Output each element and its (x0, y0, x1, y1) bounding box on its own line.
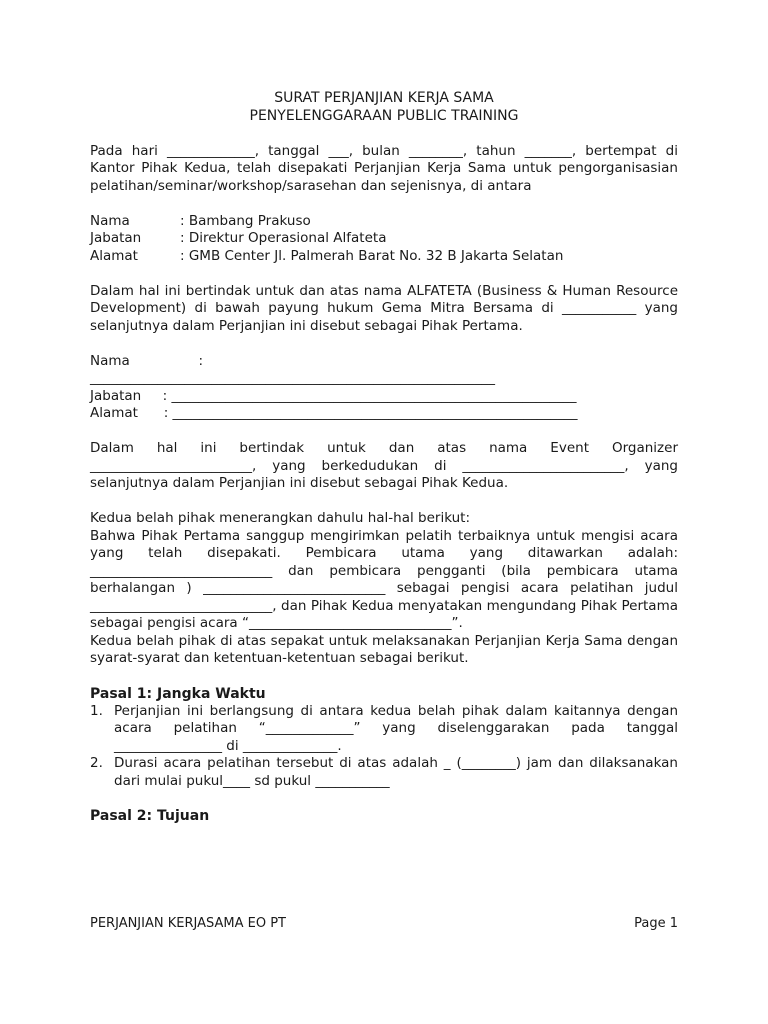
list-number: 2. (90, 755, 103, 771)
party2-alamat: Alamat : ____________________________________________________________ (90, 405, 578, 421)
pasal1-list (90, 703, 678, 791)
party1-field (90, 230, 678, 248)
party1-field (90, 248, 678, 266)
document-subtitle: PENYELENGGARAAN PUBLIC TRAINING (249, 107, 519, 124)
document-page (90, 90, 678, 825)
party1-fields (90, 213, 678, 266)
footer-title: PERJANJIAN KERJASAMA EO PT (90, 916, 286, 931)
party2-statement: Dalam hal ini bertindak untuk dan atas nama Event Organizer ________________________, yang berkedudukan di ________________________, yang selanjutnya dalam Perjanjian ini disebut sebagai Pihak Kedua. (90, 440, 678, 491)
field-label: Alamat (90, 247, 138, 264)
list-item (90, 755, 678, 790)
pasal2-heading: Pasal 2: Tujuan (90, 808, 210, 824)
pasal1-heading: Pasal 1: Jangka Waktu (90, 685, 266, 702)
list-item (90, 703, 678, 756)
field-label: Nama (90, 212, 130, 229)
document-title: SURAT PERJANJIAN KERJA SAMA (274, 90, 494, 106)
agreement-paragraph: Kedua belah pihak di atas sepakat untuk melaksanakan Perjanjian Kerja Sama dengan syarat-syarat dan ketentuan-ketentuan sebagai berikut. (90, 632, 678, 666)
page-number: Page 1 (634, 916, 678, 931)
party2-nama-blank: ____________________________________________________________ (90, 370, 495, 386)
party2-jabatan: Jabatan : ____________________________________________________________ (90, 387, 577, 404)
list-text: Durasi acara pelatihan tersebut di atas adalah _ (________) jam dan dilaksanakan dari mulai pukul____ sd pukul ___________ (114, 755, 678, 789)
party1-statement: Dalam hal ini bertindak untuk dan atas nama ALFATETA (Business & Human Resource Development) di bawah payung hukum Gema Mitra Bersama di ___________ yang selanjutnya dalam Perjanjian ini disebut sebagai Pihak Pertama. (90, 282, 678, 334)
recital-body: Bahwa Pihak Pertama sanggup mengirimkan pelatih terbaiknya untuk mengisi acara yang telah disepakati. Pembicara utama yang ditawarkan adalah: ___________________________ dan pembicara pengganti (bila pembicara utama berhalangan ) ___________________________ sebagai pengisi acara pelatihan judul ___________________________, dan Pihak Kedua menyatakan mengundang Pihak Pertama sebagai pengisi acara “______________________________”. (90, 527, 678, 631)
field-label: Jabatan (90, 230, 142, 246)
page-footer (90, 916, 678, 931)
list-text: Perjanjian ini berlangsung di antara kedua belah pihak dalam kaitannya dengan acara pelatihan “_____________” yang diselenggarakan pada tanggal ________________ di ______________. (114, 702, 678, 754)
party1-field (90, 213, 678, 231)
recital-intro: Kedua belah pihak menerangkan dahulu hal-hal berikut: (90, 510, 470, 526)
intro-paragraph: Pada hari _____________, tanggal ___, bulan ________, tahun _______, bertempat di Kantor Pihak Kedua, telah disepakati Perjanjian Kerja Sama untuk pengorganisasian pelatihan/seminar/workshop/sarasehan dan sejenisnya, di antara (90, 142, 678, 194)
field-value: : Bambang Prakuso (180, 212, 311, 229)
field-value: : Direktur Operasional Alfateta (180, 230, 387, 246)
party2-nama: Nama : (90, 352, 204, 369)
list-number: 1. (90, 702, 103, 719)
field-value: : GMB Center Jl. Palmerah Barat No. 32 B Jakarta Selatan (180, 247, 564, 264)
